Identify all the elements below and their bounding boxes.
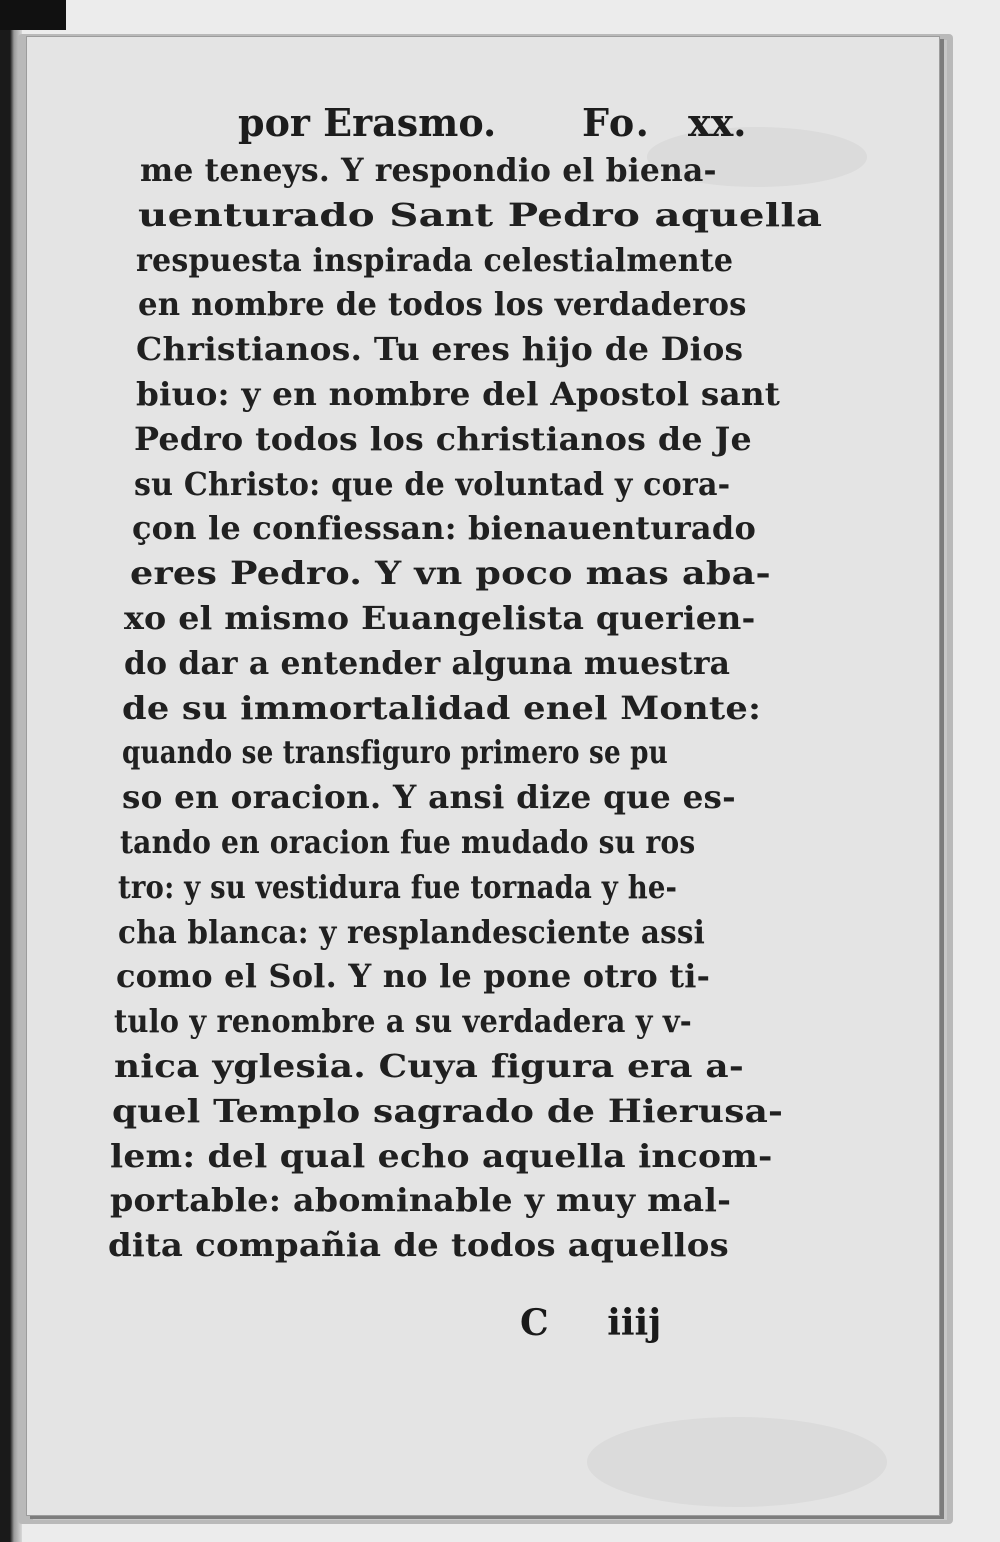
text-line: xo el mismo Euangelista querien- <box>124 598 756 637</box>
text-line: cha blanca: y resplandesciente assi <box>118 912 706 951</box>
signature-number: iiij <box>607 1302 662 1344</box>
text-line: su Christo: que de voluntad y cora- <box>134 464 731 503</box>
running-header <box>0 98 1000 148</box>
text-line: eres Pedro. Y vn poco mas aba- <box>130 554 771 593</box>
text-line: portable: abominable y muy mal- <box>110 1181 732 1220</box>
text-line: uenturado Sant Pedro aquella <box>138 195 823 234</box>
body-text <box>108 148 823 1268</box>
text-line: lem: del qual echo aquella incom- <box>110 1136 773 1175</box>
text-line: como el Sol. Y no le pone otro ti- <box>116 957 711 996</box>
text-line: biuo: y en nombre del Apostol sant <box>136 374 781 413</box>
text-line: de su immortalidad enel Monte: <box>122 688 762 727</box>
text-line: tando en oracion fue mudado su ros <box>120 822 696 861</box>
text-line: nica yglesia. Cuya figura era a- <box>114 1046 744 1085</box>
text-line: tulo y renombre a su verdadera y v- <box>114 1002 692 1041</box>
signature-mark <box>520 1302 661 1344</box>
text-line: quando se transfiguro primero se pu <box>122 733 668 772</box>
signature-letter: C <box>520 1302 549 1344</box>
paper-stain <box>587 1417 887 1507</box>
text-line: tro: y su vestidura fue tornada y he- <box>118 867 678 906</box>
text-line: so en oracion. Y ansi dize que es- <box>122 778 736 817</box>
text-line: dita compañia de todos aquellos <box>108 1226 729 1265</box>
text-line: çon le confiessan: bienauenturado <box>132 509 756 548</box>
folio-number: xx. <box>688 100 747 145</box>
text-line: Pedro todos los christianos de Je <box>134 419 752 458</box>
scan-corner-mark <box>0 0 66 30</box>
text-line: me teneys. Y respondio el biena- <box>140 151 717 189</box>
text-line: quel Templo sagrado de Hierusa- <box>112 1091 784 1130</box>
running-title: por Erasmo. <box>238 100 497 145</box>
text-line: en nombre de todos los verdaderos <box>138 285 747 324</box>
text-line: respuesta inspirada celestialmente <box>136 240 734 279</box>
text-line: Christianos. Tu eres hijo de Dios <box>136 330 744 369</box>
text-line: do dar a entender alguna muestra <box>124 643 731 682</box>
folio-label: Fo. <box>582 100 651 145</box>
